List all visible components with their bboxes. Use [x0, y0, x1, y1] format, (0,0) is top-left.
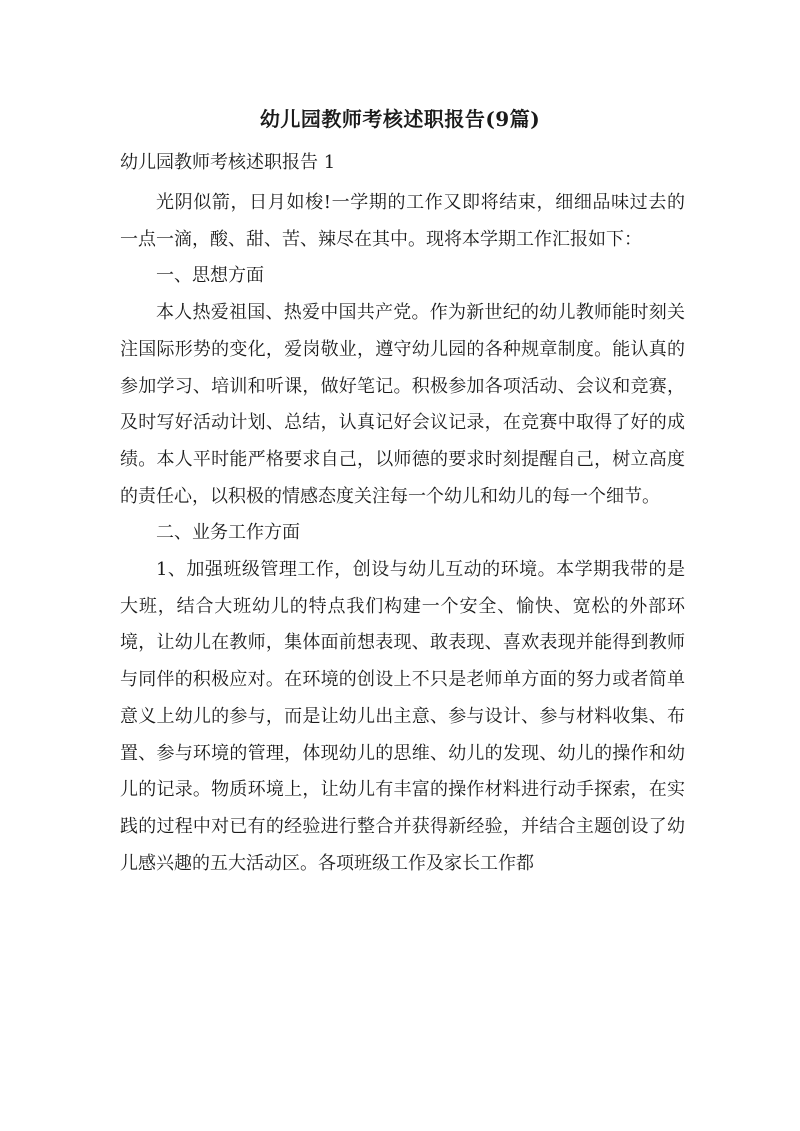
section-heading-work: 二、业务工作方面	[156, 522, 300, 544]
document-body	[120, 185, 685, 882]
section-heading-thought: 一、思想方面	[156, 265, 264, 287]
thought-paragraph: 本人热爱祖国、热爱中国共产党。作为新世纪的幼儿教师能时刻关注国际形势的变化，爱岗敬业，遵守幼儿园的各种规章制度。能认真的参加学习、培训和听课，做好笔记。积极参加各项活动、会议和竞赛，及时写好活动计划、总结，认真记好会议记录，在竞赛中取得了好的成绩。本人平时能严格要求自己，以师德的要求时刻提醒自己，树立高度的责任心，以积极的情感态度关注每一个幼儿和幼儿的每一个细节。	[120, 302, 685, 507]
report-subtitle: 幼儿园教师考核述职报告 1	[120, 152, 336, 173]
document-title: 幼儿园教师考核述职报告(9篇)	[259, 107, 541, 131]
work-paragraph-1: 1、加强班级管理工作，创设与幼儿互动的环境。本学期我带的是大班，结合大班幼儿的特点我们构建一个安全、愉快、宽松的外部环境，让幼儿在教师，集体面前想表现、敢表现、喜欢表现并能得到教师与同伴的积极应对。在环境的创设上不只是老师单方面的努力或者简单意义上幼儿的参与，而是让幼儿出主意、参与设计、参与材料收集、布置、参与环境的管理，体现幼儿的思维、幼儿的发现、幼儿的操作和幼儿的记录。物质环境上，让幼儿有丰富的操作材料进行动手探索，在实践的过程中对已有的经验进行整合并获得新经验，并结合主题创设了幼儿感兴趣的五大活动区。各项班级工作及家长工作都	[120, 559, 685, 874]
intro-paragraph: 光阴似箭，日月如梭!一学期的工作又即将结束，细细品味过去的一点一滴，酸、甜、苦、辣尽在其中。现将本学期工作汇报如下：	[120, 192, 685, 250]
